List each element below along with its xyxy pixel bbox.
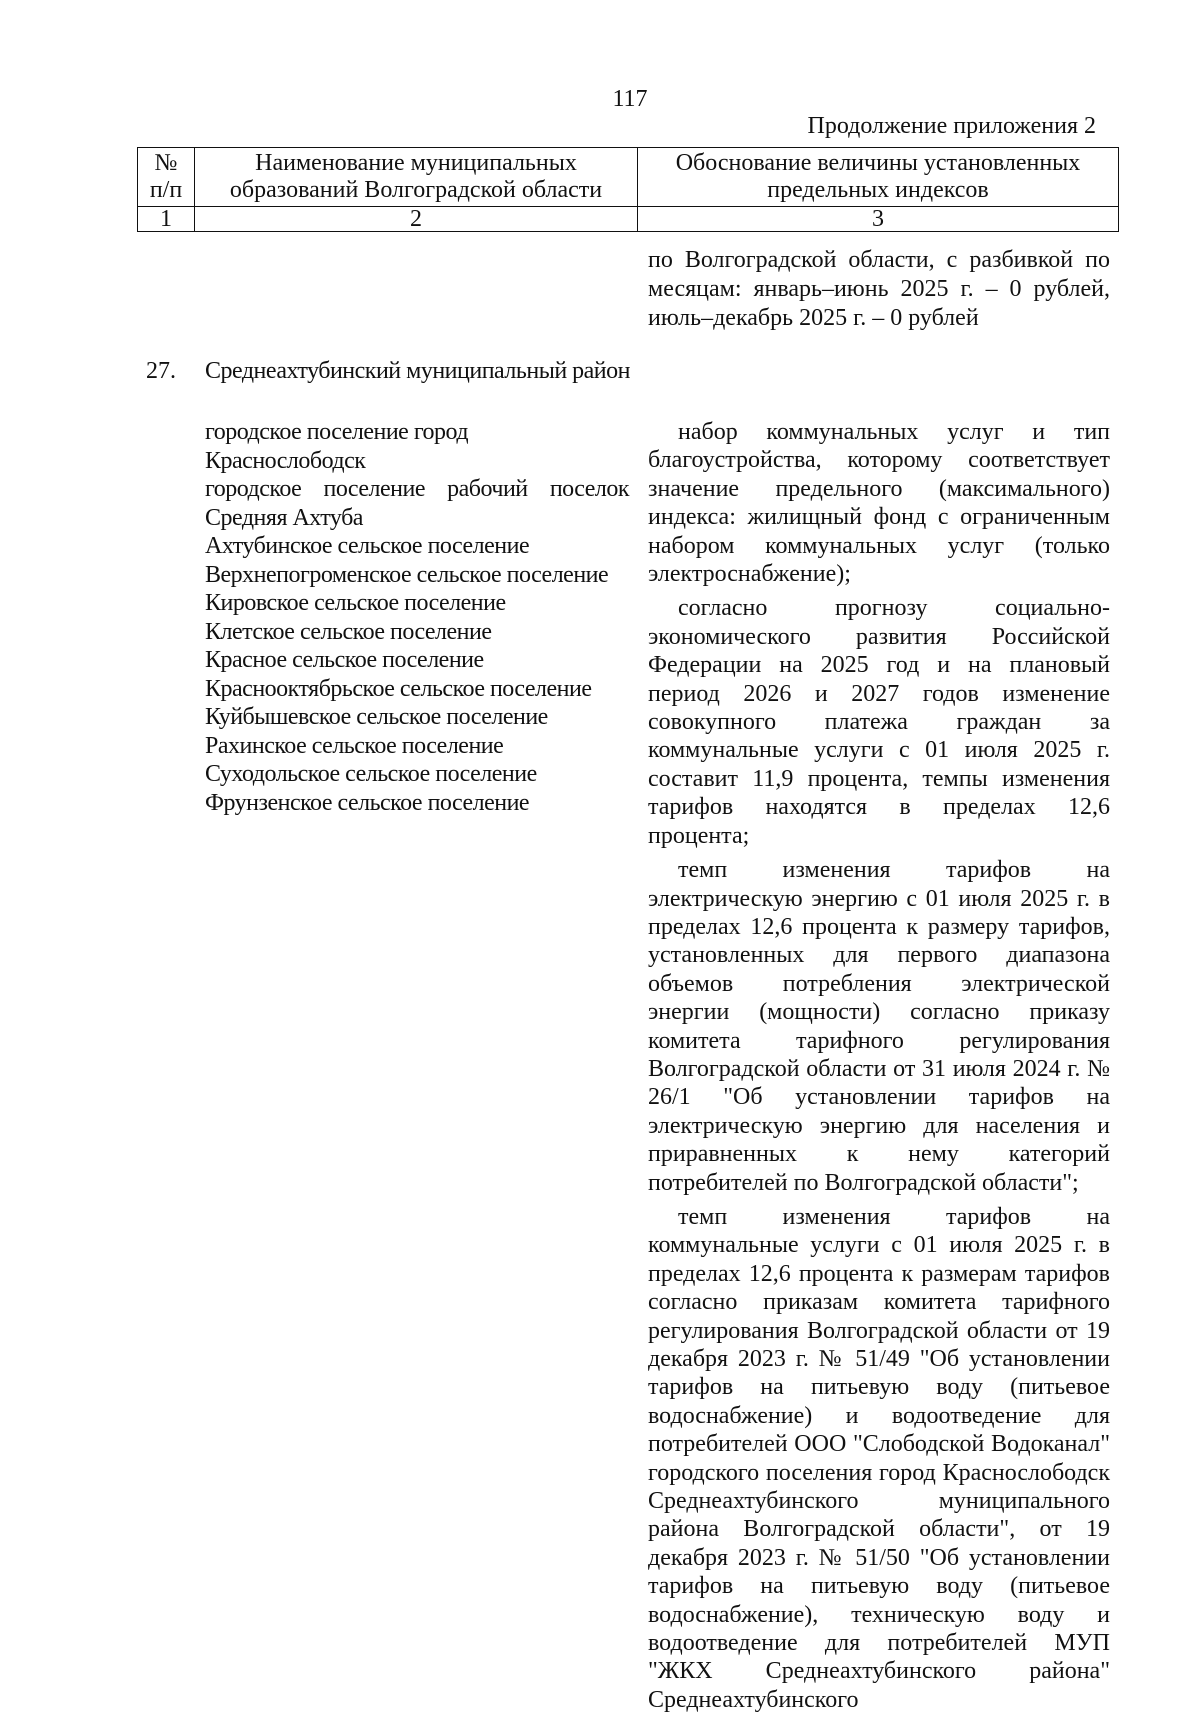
- settlements-list: [205, 418, 629, 817]
- settlement-item: Средняя Ахтуба: [205, 504, 363, 531]
- settlement-item: Краснооктябрьское сельское поселение: [205, 675, 592, 702]
- justification-paragraph: темп изменения тарифов на электрическую энергию с 01 июля 2025 г. в пределах 12,6 процента к размеру тарифов, установленных для первого диапазона объемов потребления электрической энергии (мощности) согласно приказу комитета тарифного регулирования Волгоградской области от 31 июля 2024 г. № 26/1 "Об установлении тарифов на электрическую энергию для населения и приравненных к нему категорий потребителей по Волгоградской области";: [648, 857, 1110, 1196]
- justification-paragraph: темп изменения тарифов на коммунальные услуги с 01 июля 2025 г. в пределах 12,6 процента к размерам тарифов согласно приказам комитета тарифного регулирования Волгоградской области от 19 декабря 2023 г. № 51/49 "Об установлении тарифов на питьевую воду (питьевое водоснабжение) и водоотведение для потребителей ООО "Слободской Водоканал" городского поселения город Краснослободск Среднеахтубинского муниципального района Волгоградской области", от 19 декабря 2023 г. № 51/50 "Об установлении тарифов на питьевую воду (питьевое водоснабжение), техническую воду и водоотведение для потребителей МУП "ЖКХ Среднеахтубинского района" Среднеахтубинского: [648, 1203, 1110, 1713]
- justification-text: [648, 418, 1110, 1720]
- column-header-municipality: Наименование муниципальных образований Волгоградской области: [195, 148, 638, 207]
- page-number: 117: [612, 86, 648, 112]
- settlement-item: Ахтубинское сельское поселение: [205, 533, 530, 559]
- municipal-district-title: Среднеахтубинский муниципальный район: [205, 358, 630, 384]
- table-header: [137, 147, 1119, 232]
- settlement-item: городское поселение рабочий поселок: [205, 476, 629, 502]
- settlement-item: Куйбышевское сельское поселение: [205, 704, 548, 730]
- settlement-item: Клетское сельское поселение: [205, 618, 492, 645]
- column-number-1: 1: [138, 207, 195, 232]
- settlement-item: Фрунзенское сельское поселение: [205, 789, 530, 816]
- column-header-justification: Обоснование величины установленных предельных индексов: [638, 148, 1119, 207]
- continued-paragraph: по Волгоградской области, с разбивкой по месяцам: январь–июнь 2025 г. – 0 рублей, июль–декабрь 2025 г. – 0 рублей: [648, 247, 1110, 331]
- table-column-numbers-row: [138, 207, 1119, 232]
- column-header-number: № п/п: [138, 148, 195, 207]
- justification-paragraph: набор коммунальных услуг и тип благоустройства, которому соответствует значение предельного (максимального) индекса: жилищный фонд с ограниченным набором коммунальных услуг (только электроснабжение);: [648, 419, 1110, 588]
- row-number: 27.: [146, 358, 176, 384]
- table-header-row: [138, 148, 1119, 207]
- continued-text-block: [648, 246, 1110, 333]
- column-number-2: 2: [195, 207, 638, 232]
- settlement-item: Кировское сельское поселение: [205, 590, 506, 616]
- settlement-item: городское поселение город Краснослободск: [205, 419, 469, 474]
- column-number-3: 3: [638, 207, 1119, 232]
- appendix-continuation-label: Продолжение приложения 2: [807, 113, 1096, 139]
- settlement-item: Суходольское сельское поселение: [205, 761, 537, 787]
- settlement-item: Верхнепогроменское сельское поселение: [205, 561, 609, 588]
- settlement-item: Красное сельское поселение: [205, 647, 484, 673]
- justification-paragraph: согласно прогнозу социально-экономического развития Российской Федерации на 2025 год и на плановый период 2026 и 2027 годов изменение совокупного платежа граждан за коммунальные услуги с 01 июля 2025 г. составит 11,9 процента, темпы изменения тарифов находятся в пределах 12,6 процента;: [648, 595, 1110, 849]
- settlement-item: Рахинское сельское поселение: [205, 732, 504, 759]
